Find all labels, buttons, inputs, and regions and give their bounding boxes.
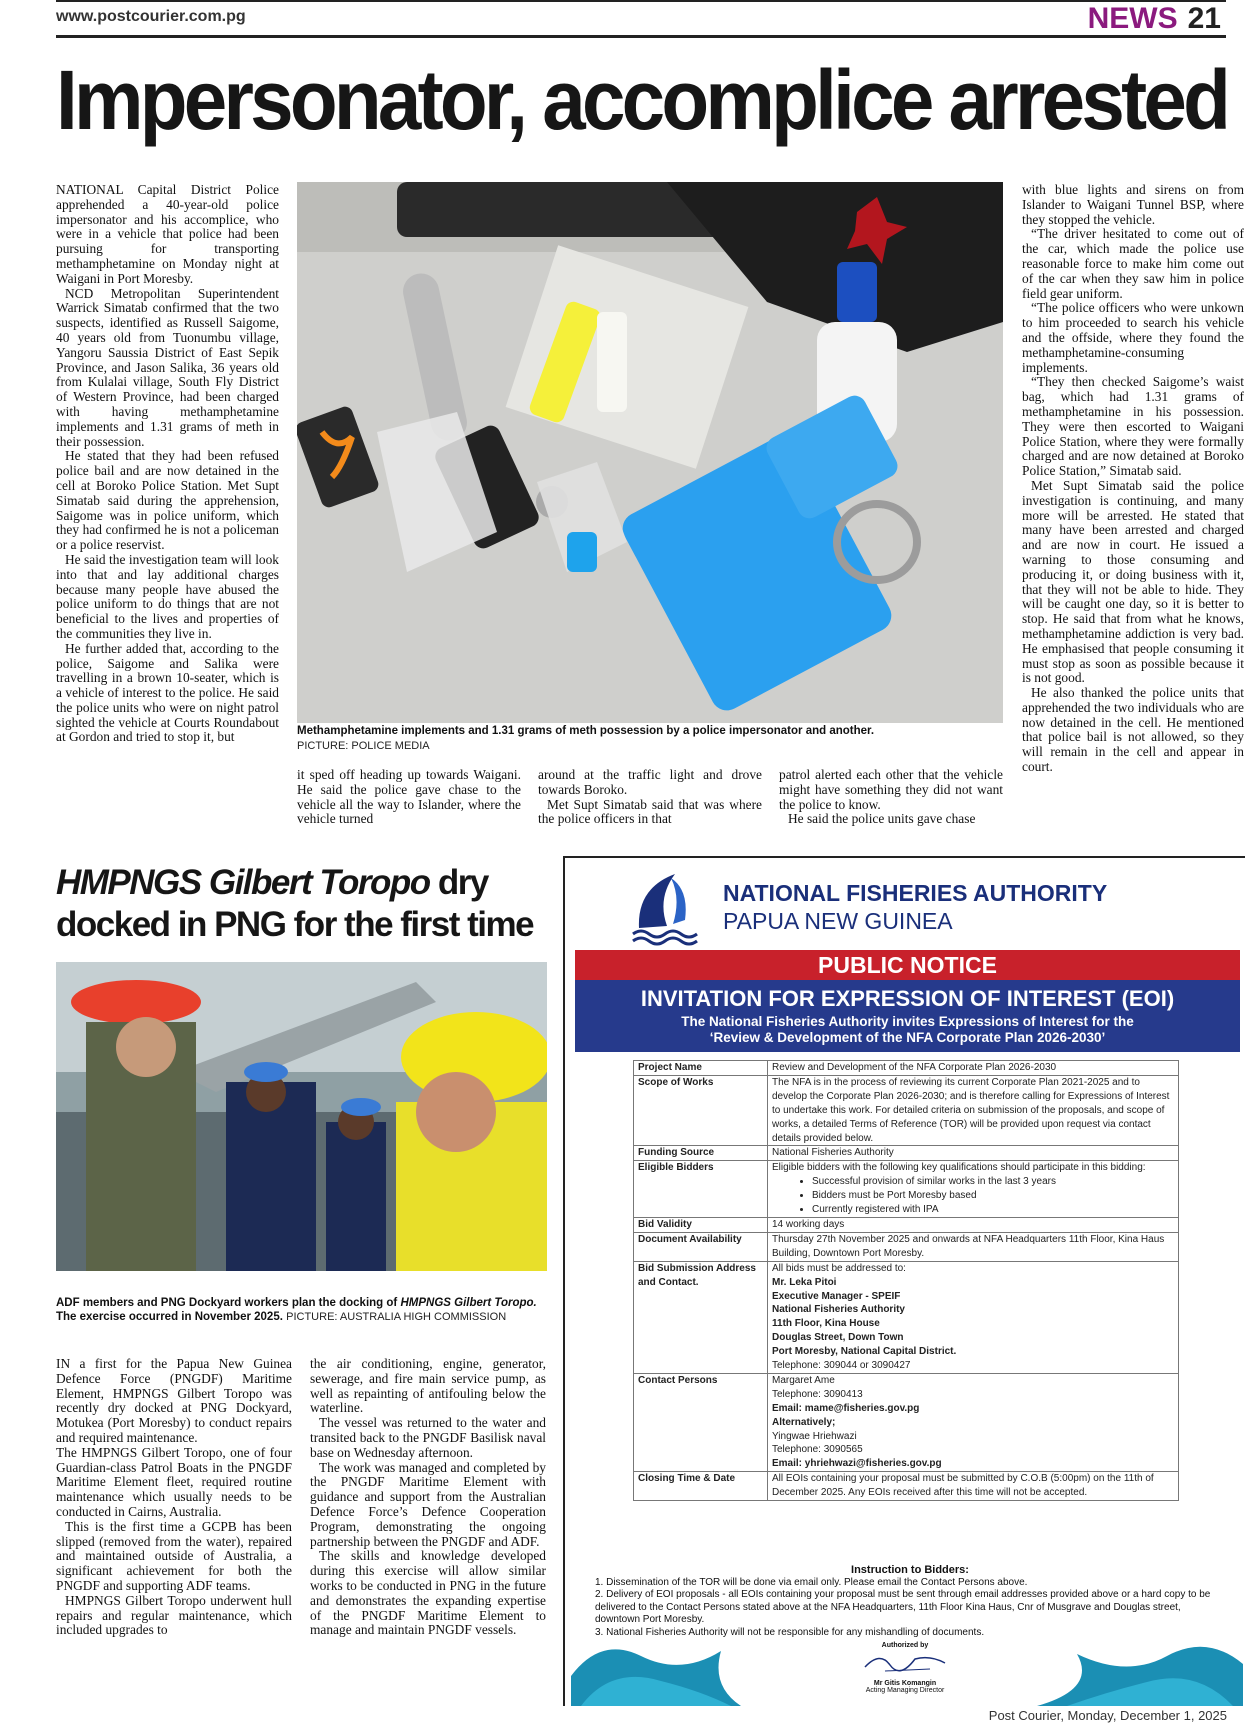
paragraph: He said the police units gave chase: [788, 811, 976, 827]
signatory-name: Mr Gitis Komangin: [873, 1680, 937, 1687]
paragraph: around at the traffic light and drove towards Boroko.: [538, 767, 762, 797]
row-label: Scope of Works: [634, 1075, 768, 1146]
main-headline: Impersonator, accomplice arrested: [56, 53, 1228, 147]
headline-part: dry: [429, 863, 488, 902]
public-notice-banner: PUBLIC NOTICE: [575, 950, 1240, 980]
paragraph: He further added that, according to the police, Saigome and Salika were travelling in a brown 10-seater, which is a vehicle of interest to the police. He said the police units who were on night patrol sighted the vehicle at Courts Roundabout at Gordon and tried to stop it, but: [56, 640, 279, 745]
row-label: Eligible Bidders: [634, 1161, 768, 1218]
paragraph: “The driver hesitated to come out of the car, which made the police use reasonable force to make him come out of the car when they saw him in police field gear uniform.: [1022, 226, 1244, 301]
paragraph: He said the investigation team will look into that and lay additional charges because many people have abused the police uniform to do things that are not beneficial to the lives and properties of the communities they live in.: [56, 551, 279, 641]
table-row: [634, 1261, 1179, 1373]
page-footer: Post Courier, Monday, December 1, 2025: [988, 1708, 1227, 1723]
row-value: [768, 1261, 1179, 1373]
paragraph: The vessel was returned to the water and transited back to the PNGDF Basilisk naval base on Wednesday afternoon.: [310, 1415, 546, 1460]
article-col-2: [297, 768, 521, 827]
paragraph: “The police officers who were unkown to him proceeded to search his vehicle and the offside, where they found the methamphetamine-consuming implements.: [1022, 300, 1244, 375]
photo-credit: PICTURE: POLICE MEDIA: [297, 740, 430, 752]
dockyard-photo: [56, 962, 547, 1271]
row-label: Bid Submission Address and Contact.: [634, 1261, 768, 1373]
paragraph: with blue lights and sirens on from Islander to Waigani Tunnel BSP, where they stopped the vehicle.: [1022, 182, 1244, 227]
eoi-details-table: [633, 1060, 1179, 1501]
paragraph: The HMPNGS Gilbert Toropo, one of four Guardian-class Patrol Boats in the PNGDF Maritime Element fleet, required routine maintenance which usually needs to be conducted in Cairns, Australia.: [56, 1444, 292, 1519]
section-label: [1088, 2, 1221, 36]
caption-lead: ADF members and PNG Dockyard workers plan the docking of: [56, 1297, 401, 1309]
list-item: • Bidders must be Port Moresby based: [812, 1189, 1174, 1203]
site-url[interactable]: www.postcourier.com.pg: [56, 8, 246, 25]
eoi-title: INVITATION FOR EXPRESSION OF INTEREST (EOI): [640, 986, 1175, 1011]
page-number: 21: [1187, 2, 1221, 35]
instruction-item: 1. Dissemination of the TOR will be done via email only. Please email the Contact Persons above.: [595, 1576, 1028, 1588]
ship-name: HMPNGS Gilbert Toropo: [56, 863, 430, 902]
eligible-list: [772, 1175, 1174, 1217]
wave-decoration-right: [1037, 1634, 1243, 1706]
caption-ship: HMPNGS Gilbert Toropo.: [400, 1297, 537, 1309]
row-value: [768, 1373, 1179, 1471]
instruction-item: 2. Delivery of EOI proposals - all EOIs containing your proposal must be sent through email addresses provided above or a hard copy to be delivered to the Contact Persons stated above at the NFA Headquarters, 11th Floor Kina Haus, Cnr of Musgrave and Douglas street, downtown Port Moresby.: [595, 1589, 1211, 1626]
table-row: [634, 1373, 1179, 1471]
caption-line2: The exercise occurred in November 2025.: [56, 1311, 283, 1323]
eoi-subtitle-2: ‘Review & Development of the NFA Corporate Plan 2026-2030’: [709, 1030, 1106, 1045]
photo-caption: [297, 724, 1003, 738]
authorization: [845, 1642, 965, 1694]
article-col-1: [56, 183, 279, 745]
story2-col-1: [56, 1357, 292, 1638]
row-label: Document Availability: [634, 1232, 768, 1261]
paragraph: IN a first for the Papua New Guinea Defence Force (PNGDF) Maritime Element, HMPNGS Gilbert Toropo was recently dry docked at PNG Dockyard, Motukea (Port Moresby) to conduct repairs and required maintenance.: [56, 1356, 292, 1445]
list-item: • Currently registered with IPA: [812, 1203, 1174, 1217]
bidder-instructions: [595, 1564, 1225, 1640]
address-line: National Fisheries Authority: [772, 1304, 905, 1316]
story2-credit: PICTURE: AUSTRALIA HIGH COMMISSION: [286, 1311, 507, 1323]
contact-line: Margaret Ame: [772, 1374, 835, 1386]
paragraph: NCD Metropolitan Superintendent Warrick Simatab confirmed that the two suspects, identified as Russell Saigome, 40 years old from Tuonumbu village, Yangoru Saussia District of East Sepik Province, and Jason Salika, 36 years old from Kulalai village, South Fly District of Western Province, had been charged with having methamphetamine implements and 1.31 grams of meth in their possession.: [56, 285, 279, 449]
table-row: [634, 1232, 1179, 1261]
row-value: Review and Development of the NFA Corporate Plan 2026-2030: [768, 1061, 1179, 1076]
table-row: [634, 1146, 1179, 1161]
paragraph: Met Supt Simatab said that was where the police officers in that: [538, 796, 762, 827]
table-row: [634, 1472, 1179, 1501]
instructions-title: Instruction to Bidders:: [851, 1564, 969, 1576]
row-value: All EOIs containing your proposal must be submitted by C.O.B (5:00pm) on the 11th of December 2025. Any EOIs received after this time will not be accepted.: [768, 1472, 1179, 1501]
paragraph: He also thanked the police units that apprehended the two individuals who are now detained in the cell. He mentioned that police bail is not allowed, so they will remain in the cell and appear in court.: [1022, 685, 1244, 775]
eligible-intro: Eligible bidders with the following key qualifications should participate in this bidding:: [772, 1162, 1146, 1174]
photo-illustration: [56, 962, 547, 1271]
address-line: 11th Floor, Kina House: [772, 1318, 880, 1330]
contact-email[interactable]: Email: mame@fisheries.gov.pg: [772, 1402, 920, 1414]
address-line: Executive Manager - SPEIF: [772, 1290, 901, 1302]
paragraph: This is the first time a GCPB has been slipped (removed from the water), repaired and maintained outside of Australia, a significant achievement for both the PNGDF and supporting ADF teams.: [56, 1518, 292, 1593]
contact-line: Yingwae Hriehwazi: [772, 1430, 857, 1442]
address-line: All bids must be addressed to:: [772, 1262, 906, 1274]
row-label: Closing Time & Date: [634, 1472, 768, 1501]
row-value: 14 working days: [768, 1217, 1179, 1232]
signatory-title: Acting Managing Director: [865, 1687, 945, 1694]
photo-caption-text: Methamphetamine implements and 1.31 grams of meth possession by a police impersonator and another.: [297, 725, 875, 737]
auth-label: Authorized by: [881, 1642, 929, 1649]
contact-line: Telephone: 3090413: [772, 1388, 863, 1400]
article-col-5: [1022, 183, 1244, 775]
table-row: [634, 1161, 1179, 1218]
row-value: [768, 1161, 1179, 1218]
photo-illustration: [297, 182, 1003, 723]
address-line: Telephone: 309044 or 3090427: [772, 1360, 911, 1372]
table-row: [634, 1217, 1179, 1232]
paragraph: patrol alerted each other that the vehicle might have something they did not want the police to know.: [779, 767, 1003, 812]
instruction-item: 3. National Fisheries Authority will not be responsible for any mishandling of documents.: [595, 1626, 985, 1638]
paragraph: it sped off heading up towards Waigani. He said the police gave chase to the vehicle all the way to Islander, where the vehicle turned: [297, 767, 521, 827]
signature-icon: [860, 1649, 950, 1675]
story2-caption: [56, 1296, 556, 1324]
article-col-3: [538, 768, 762, 827]
wave-decoration-left: [571, 1636, 741, 1706]
nfa-advertisement: [563, 856, 1245, 1706]
contact-line: Telephone: 3090565: [772, 1444, 863, 1456]
address-line: Port Moresby, National Capital District.: [772, 1346, 957, 1358]
row-label: Contact Persons: [634, 1373, 768, 1471]
story2-headline: [56, 862, 576, 946]
row-label: Project Name: [634, 1061, 768, 1076]
paragraph: the air conditioning, engine, generator, sewerage, and fire main service pump, as well as repainting of antifouling below the waterline.: [310, 1356, 546, 1416]
address-line: Douglas Street, Down Town: [772, 1332, 904, 1344]
paragraph: NATIONAL Capital District Police apprehended a 40-year-old police impersonator and his accomplice, who were in a vehicle that police had been pursuing for transporting methamphetamine on Monday night at Waigani in Port Moresby.: [56, 182, 279, 286]
row-value: The NFA is in the process of reviewing its current Corporate Plan 2021-2025 and to develop the Corporate Plan 2026-2030; and is therefore calling for Expressions of Interest to undertake this work. For detailed criteria on submission of the proposals, and scope of works, a detailed Terms of Reference (TOR) will be provided upon request via contact details provided below.: [768, 1075, 1179, 1146]
nfa-name: NATIONAL FISHERIES AUTHORITY: [723, 880, 1108, 906]
table-row: [634, 1075, 1179, 1146]
nfa-country: PAPUA NEW GUINEA: [723, 908, 953, 934]
table-row: [634, 1061, 1179, 1076]
section-name: NEWS: [1087, 2, 1178, 35]
list-item: • Successful provision of similar works in the last 3 years: [812, 1175, 1174, 1189]
paragraph: The work was managed and completed by the PNGDF Maritime Element with guidance and support from the Australian Defence Force’s Defence Cooperation Program, demonstrating the ongoing partnership between the PNGDF and ADF.: [310, 1459, 546, 1549]
eoi-banner: [575, 980, 1240, 1052]
paragraph: Met Supt Simatab said the police investigation is continuing, and many more will be arrested. He stated that many have been arrested and charged and are now in court. He issued a warning to those consuming and producing it, or doing business with it, that they will not be able to hide. They will be caught one day, so it is better to stop. He said that from what he knows, methamphetamine addiction is very bad. He emphasised that people consuming it must stop as soon as possible because it is not good.: [1022, 477, 1244, 686]
headline-part: docked in PNG for the first time: [56, 905, 534, 944]
paragraph: He stated that they had been refused police bail and are now detained in the cell at Boroko Police Station. Met Supt Simatab said during the apprehension, Saigome was in police uniform, which they had confirmed he is not a policeman or a police reservist.: [56, 448, 279, 553]
paragraph: “They then checked Saigome’s waist bag, which had 1.31 grams of methamphetamine in his possession. They were then escorted to Waigani Police Station, where they were formally charged and are now detained at Boroko Police Station,” Simatab said.: [1022, 374, 1244, 479]
row-label: Funding Source: [634, 1146, 768, 1161]
contact-email[interactable]: Email: yhriehwazi@fisheries.gov.pg: [772, 1458, 942, 1470]
address-line: Mr. Leka Pitoi: [772, 1276, 837, 1288]
article-col-4: [779, 768, 1003, 827]
paragraph: HMPNGS Gilbert Toropo underwent hull repairs and regular maintenance, which included upgrades to: [56, 1592, 292, 1638]
row-value: Thursday 27th November 2025 and onwards at NFA Headquarters 11th Floor, Kina Haus Building, Downtown Port Moresby.: [768, 1232, 1179, 1261]
meth-implements-photo: [297, 182, 1003, 723]
nfa-logo-icon: [627, 868, 707, 946]
paragraph: The skills and knowledge developed during this exercise will allow similar works to be conducted in PNG in the future and demonstrates the expanding expertise of the PNGDF Maritime Element to manage and maintain PNGDF vessels.: [310, 1548, 546, 1638]
row-value: National Fisheries Authority: [768, 1146, 1179, 1161]
story2-col-2: [310, 1357, 546, 1638]
row-label: Bid Validity: [634, 1217, 768, 1232]
contact-line: Alternatively;: [772, 1416, 836, 1428]
eoi-subtitle-1: The National Fisheries Authority invites Expressions of Interest for the: [681, 1014, 1134, 1029]
